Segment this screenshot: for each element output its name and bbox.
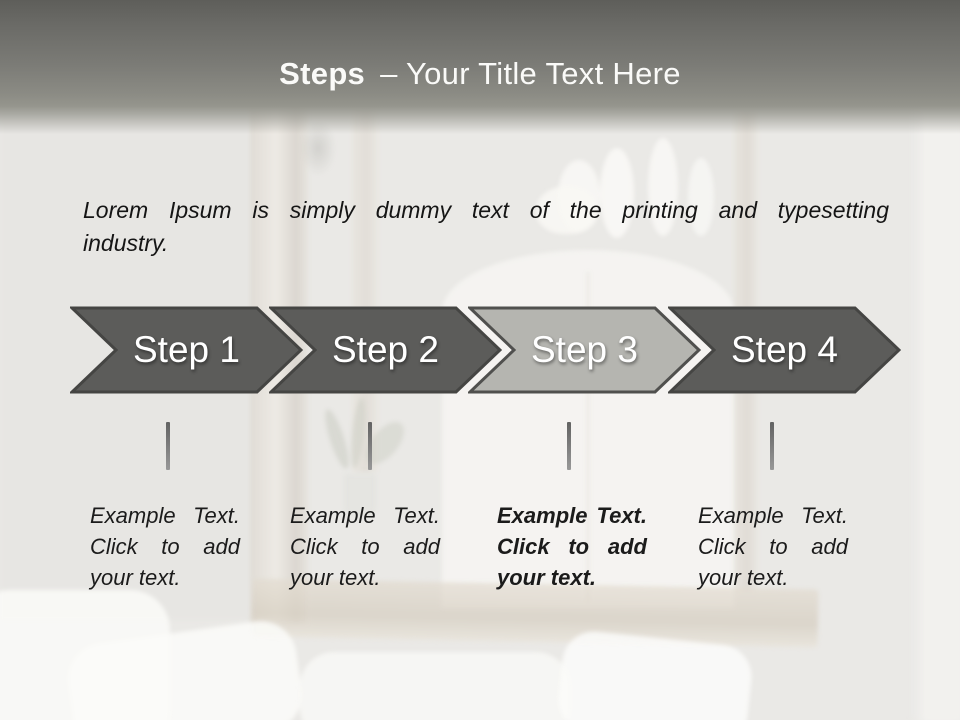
header-band <box>0 0 960 134</box>
tick-step-1 <box>166 422 170 470</box>
photo-wall-right <box>924 100 960 720</box>
description-line: Click to add <box>290 534 440 559</box>
description-line: your text. <box>90 565 181 590</box>
photo-pillow <box>300 652 570 720</box>
step-label: Step 3 <box>531 329 638 370</box>
title-subtitle: – Your Title Text Here <box>380 56 681 91</box>
chevron-step-3 <box>468 306 701 394</box>
description-line: Click to add <box>90 534 240 559</box>
description-line: Example Text. <box>290 503 440 528</box>
description-line: Click to add <box>698 534 848 559</box>
intro-line: industry. <box>83 230 169 256</box>
photo-plant-leaf <box>321 407 353 470</box>
step-4-description <box>698 500 848 593</box>
description-line: Example Text. <box>497 503 647 528</box>
step-label: Step 2 <box>332 329 439 370</box>
step-2-description <box>290 500 440 593</box>
step-3-description <box>497 500 647 593</box>
description-line: Example Text. <box>698 503 848 528</box>
description-line: Example Text. <box>90 503 240 528</box>
intro-paragraph <box>83 194 889 260</box>
description-line: Click to add <box>497 534 647 559</box>
tick-step-3 <box>567 422 571 470</box>
title-keyword: Steps <box>279 56 366 91</box>
intro-line: Lorem Ipsum is simply dummy text of the printing and typesetting <box>83 197 889 223</box>
tick-step-4 <box>770 422 774 470</box>
page-title <box>0 56 960 92</box>
description-line: your text. <box>698 565 789 590</box>
chevron-step-4 <box>668 306 901 394</box>
step-label: Step 1 <box>133 329 240 370</box>
step-1-description <box>90 500 240 593</box>
step-label: Step 4 <box>731 329 838 370</box>
tick-step-2 <box>368 422 372 470</box>
description-line: your text. <box>497 565 597 590</box>
description-line: your text. <box>290 565 381 590</box>
